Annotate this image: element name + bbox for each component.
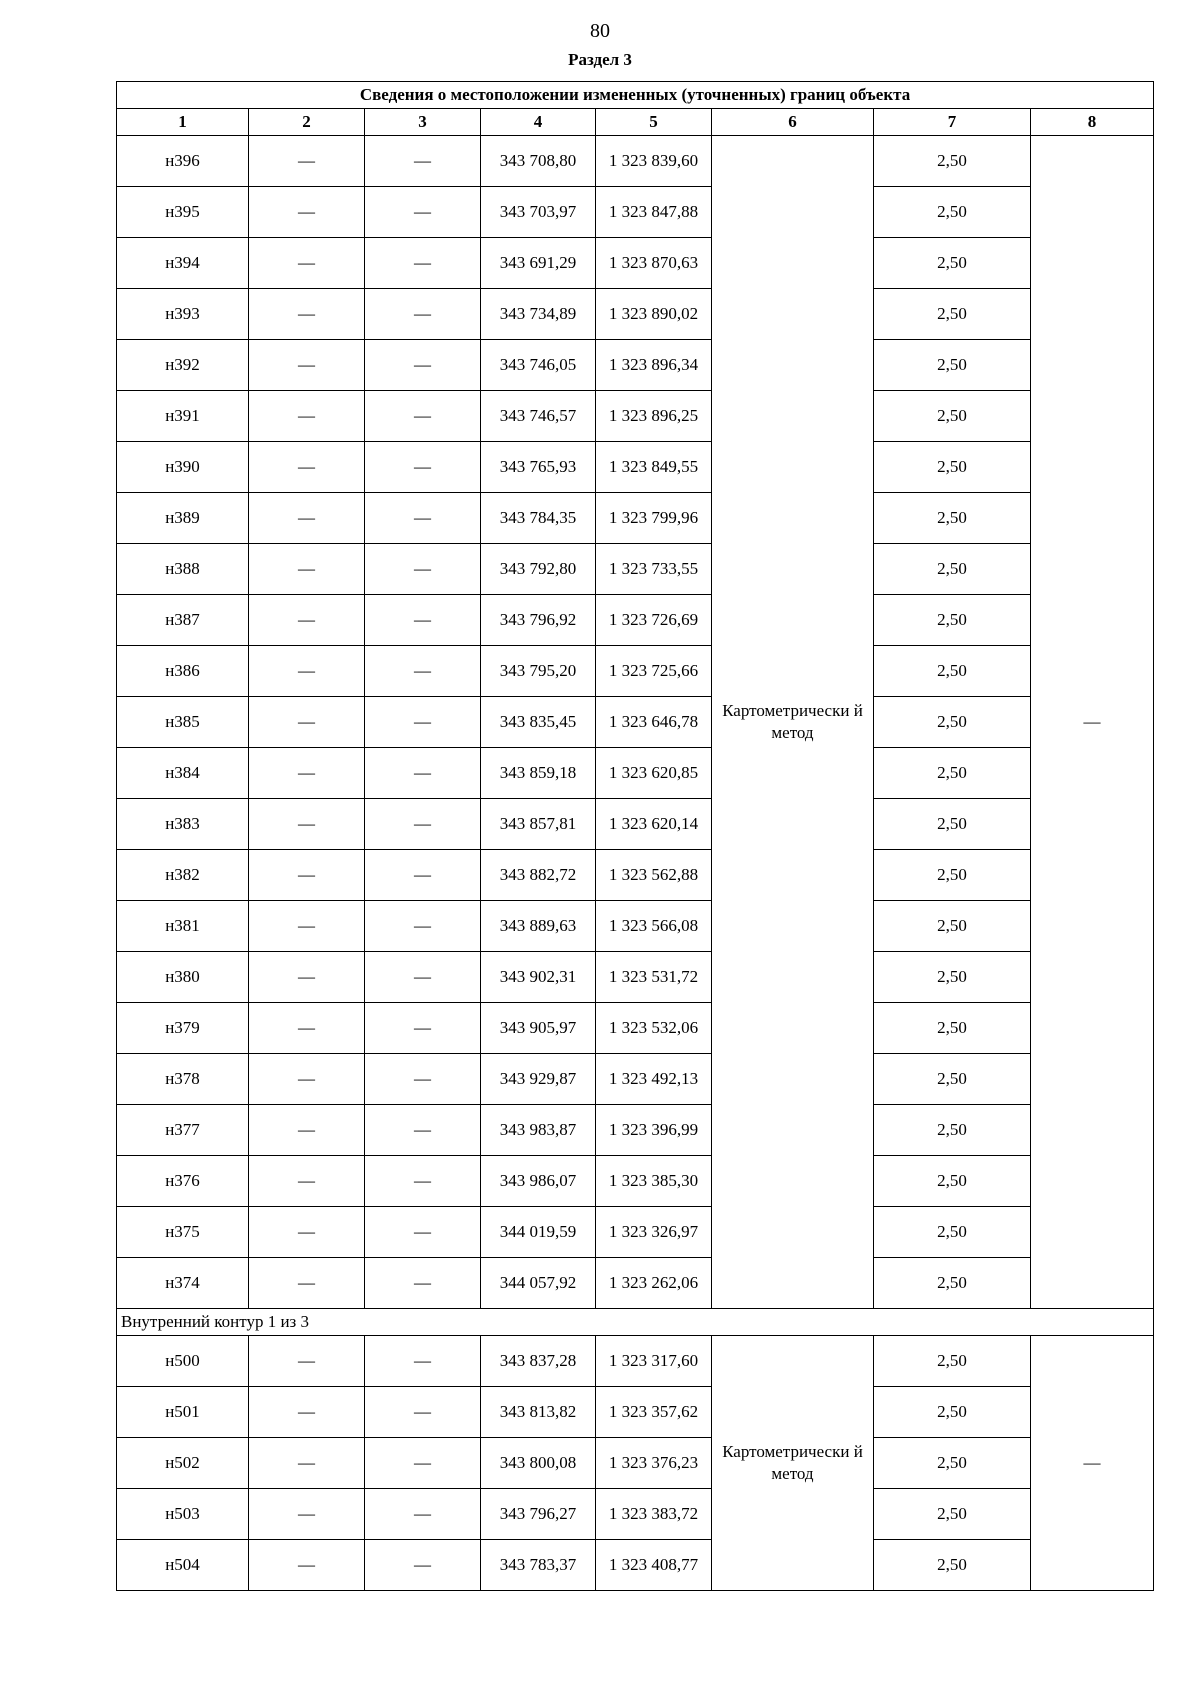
- col2-cell: —: [249, 595, 365, 646]
- column-number-header: 1: [117, 109, 249, 136]
- column-number-header: 5: [596, 109, 712, 136]
- col3-cell: —: [365, 1540, 481, 1591]
- col3-cell: —: [365, 1438, 481, 1489]
- col2-cell: —: [249, 646, 365, 697]
- x-coordinate-cell: 343 796,92: [481, 595, 596, 646]
- method-cell: Картометрически й метод: [712, 136, 874, 1309]
- x-coordinate-cell: 343 882,72: [481, 850, 596, 901]
- accuracy-cell: 2,50: [874, 697, 1031, 748]
- y-coordinate-cell: 1 323 890,02: [596, 289, 712, 340]
- point-name-cell: н384: [117, 748, 249, 799]
- x-coordinate-cell: 343 792,80: [481, 544, 596, 595]
- col3-cell: —: [365, 136, 481, 187]
- column-number-header: 8: [1031, 109, 1154, 136]
- y-coordinate-cell: 1 323 326,97: [596, 1207, 712, 1258]
- accuracy-cell: 2,50: [874, 136, 1031, 187]
- y-coordinate-cell: 1 323 492,13: [596, 1054, 712, 1105]
- table-row: [117, 1156, 1154, 1207]
- x-coordinate-cell: 343 837,28: [481, 1336, 596, 1387]
- col3-cell: —: [365, 1336, 481, 1387]
- y-coordinate-cell: 1 323 896,25: [596, 391, 712, 442]
- table-row: [117, 901, 1154, 952]
- x-coordinate-cell: 344 057,92: [481, 1258, 596, 1309]
- point-name-cell: н396: [117, 136, 249, 187]
- table-row: [117, 748, 1154, 799]
- col2-cell: —: [249, 1003, 365, 1054]
- accuracy-cell: 2,50: [874, 748, 1031, 799]
- table-row: [117, 442, 1154, 493]
- table-row: [117, 340, 1154, 391]
- coordinates-table: [116, 81, 1154, 1591]
- point-name-cell: н395: [117, 187, 249, 238]
- accuracy-cell: 2,50: [874, 391, 1031, 442]
- col2-cell: —: [249, 1258, 365, 1309]
- point-name-cell: н381: [117, 901, 249, 952]
- x-coordinate-cell: 343 703,97: [481, 187, 596, 238]
- accuracy-cell: 2,50: [874, 646, 1031, 697]
- table-row: [117, 850, 1154, 901]
- point-name-cell: н386: [117, 646, 249, 697]
- y-coordinate-cell: 1 323 733,55: [596, 544, 712, 595]
- table-row: [117, 1540, 1154, 1591]
- table-row: [117, 289, 1154, 340]
- table-row: [117, 1438, 1154, 1489]
- y-coordinate-cell: 1 323 396,99: [596, 1105, 712, 1156]
- col2-cell: —: [249, 1540, 365, 1591]
- col3-cell: —: [365, 1387, 481, 1438]
- point-name-cell: н378: [117, 1054, 249, 1105]
- y-coordinate-cell: 1 323 385,30: [596, 1156, 712, 1207]
- x-coordinate-cell: 343 813,82: [481, 1387, 596, 1438]
- x-coordinate-cell: 343 929,87: [481, 1054, 596, 1105]
- col2-cell: —: [249, 391, 365, 442]
- col2-cell: —: [249, 901, 365, 952]
- point-name-cell: н380: [117, 952, 249, 1003]
- col2-cell: —: [249, 442, 365, 493]
- accuracy-cell: 2,50: [874, 1336, 1031, 1387]
- point-name-cell: н501: [117, 1387, 249, 1438]
- y-coordinate-cell: 1 323 847,88: [596, 187, 712, 238]
- point-name-cell: н500: [117, 1336, 249, 1387]
- y-coordinate-cell: 1 323 357,62: [596, 1387, 712, 1438]
- y-coordinate-cell: 1 323 620,14: [596, 799, 712, 850]
- table-row: [117, 1105, 1154, 1156]
- col2-cell: —: [249, 136, 365, 187]
- col3-cell: —: [365, 1156, 481, 1207]
- x-coordinate-cell: 343 905,97: [481, 1003, 596, 1054]
- x-coordinate-cell: 343 889,63: [481, 901, 596, 952]
- col2-cell: —: [249, 1489, 365, 1540]
- accuracy-cell: 2,50: [874, 1003, 1031, 1054]
- y-coordinate-cell: 1 323 566,08: [596, 901, 712, 952]
- table-row: [117, 493, 1154, 544]
- table-row: [117, 187, 1154, 238]
- column-number-header: 3: [365, 109, 481, 136]
- col8-cell: —: [1031, 136, 1154, 1309]
- y-coordinate-cell: 1 323 725,66: [596, 646, 712, 697]
- col2-cell: —: [249, 748, 365, 799]
- point-name-cell: н374: [117, 1258, 249, 1309]
- col2-cell: —: [249, 1207, 365, 1258]
- x-coordinate-cell: 343 765,93: [481, 442, 596, 493]
- table-row: [117, 595, 1154, 646]
- point-name-cell: н391: [117, 391, 249, 442]
- table-row: [117, 391, 1154, 442]
- x-coordinate-cell: 343 857,81: [481, 799, 596, 850]
- col3-cell: —: [365, 544, 481, 595]
- col3-cell: —: [365, 697, 481, 748]
- col3-cell: —: [365, 901, 481, 952]
- point-name-cell: н382: [117, 850, 249, 901]
- page-number: 80: [590, 20, 610, 42]
- x-coordinate-cell: 343 796,27: [481, 1489, 596, 1540]
- accuracy-cell: 2,50: [874, 1387, 1031, 1438]
- point-name-cell: н502: [117, 1438, 249, 1489]
- col2-cell: —: [249, 1105, 365, 1156]
- point-name-cell: н388: [117, 544, 249, 595]
- accuracy-cell: 2,50: [874, 901, 1031, 952]
- accuracy-cell: 2,50: [874, 187, 1031, 238]
- point-name-cell: н393: [117, 289, 249, 340]
- column-number-header: 7: [874, 109, 1031, 136]
- contour-label: Внутренний контур 1 из 3: [117, 1309, 1154, 1336]
- method-cell: Картометрически й метод: [712, 1336, 874, 1591]
- point-name-cell: н394: [117, 238, 249, 289]
- x-coordinate-cell: 343 734,89: [481, 289, 596, 340]
- col2-cell: —: [249, 340, 365, 391]
- x-coordinate-cell: 343 708,80: [481, 136, 596, 187]
- point-name-cell: н389: [117, 493, 249, 544]
- table-row: [117, 799, 1154, 850]
- column-number-header: 2: [249, 109, 365, 136]
- accuracy-cell: 2,50: [874, 442, 1031, 493]
- col8-cell: —: [1031, 1336, 1154, 1591]
- point-name-cell: н385: [117, 697, 249, 748]
- y-coordinate-cell: 1 323 799,96: [596, 493, 712, 544]
- y-coordinate-cell: 1 323 317,60: [596, 1336, 712, 1387]
- x-coordinate-cell: 344 019,59: [481, 1207, 596, 1258]
- col3-cell: —: [365, 1258, 481, 1309]
- y-coordinate-cell: 1 323 532,06: [596, 1003, 712, 1054]
- point-name-cell: н376: [117, 1156, 249, 1207]
- col3-cell: —: [365, 1489, 481, 1540]
- col3-cell: —: [365, 187, 481, 238]
- table-row: [117, 697, 1154, 748]
- table-row: [117, 646, 1154, 697]
- accuracy-cell: 2,50: [874, 1540, 1031, 1591]
- x-coordinate-cell: 343 902,31: [481, 952, 596, 1003]
- col2-cell: —: [249, 1156, 365, 1207]
- x-coordinate-cell: 343 859,18: [481, 748, 596, 799]
- table-row: [117, 136, 1154, 187]
- col3-cell: —: [365, 952, 481, 1003]
- col2-cell: —: [249, 1438, 365, 1489]
- table-row: [117, 1207, 1154, 1258]
- x-coordinate-cell: 343 746,05: [481, 340, 596, 391]
- table-row: [117, 238, 1154, 289]
- contour-label-row: [117, 1309, 1154, 1336]
- y-coordinate-cell: 1 323 383,72: [596, 1489, 712, 1540]
- col2-cell: —: [249, 850, 365, 901]
- col3-cell: —: [365, 799, 481, 850]
- x-coordinate-cell: 343 691,29: [481, 238, 596, 289]
- accuracy-cell: 2,50: [874, 799, 1031, 850]
- accuracy-cell: 2,50: [874, 1105, 1031, 1156]
- col3-cell: —: [365, 1003, 481, 1054]
- accuracy-cell: 2,50: [874, 1156, 1031, 1207]
- y-coordinate-cell: 1 323 262,06: [596, 1258, 712, 1309]
- point-name-cell: н390: [117, 442, 249, 493]
- table-caption: Сведения о местоположении измененных (уточненных) границ объекта: [117, 82, 1154, 109]
- table-row: [117, 1387, 1154, 1438]
- accuracy-cell: 2,50: [874, 1207, 1031, 1258]
- x-coordinate-cell: 343 746,57: [481, 391, 596, 442]
- accuracy-cell: 2,50: [874, 850, 1031, 901]
- accuracy-cell: 2,50: [874, 238, 1031, 289]
- col3-cell: —: [365, 391, 481, 442]
- y-coordinate-cell: 1 323 839,60: [596, 136, 712, 187]
- col3-cell: —: [365, 289, 481, 340]
- y-coordinate-cell: 1 323 531,72: [596, 952, 712, 1003]
- accuracy-cell: 2,50: [874, 289, 1031, 340]
- y-coordinate-cell: 1 323 620,85: [596, 748, 712, 799]
- col2-cell: —: [249, 1336, 365, 1387]
- table-row: [117, 952, 1154, 1003]
- col3-cell: —: [365, 340, 481, 391]
- point-name-cell: н379: [117, 1003, 249, 1054]
- y-coordinate-cell: 1 323 870,63: [596, 238, 712, 289]
- col3-cell: —: [365, 748, 481, 799]
- col3-cell: —: [365, 238, 481, 289]
- col3-cell: —: [365, 1105, 481, 1156]
- col2-cell: —: [249, 697, 365, 748]
- x-coordinate-cell: 343 800,08: [481, 1438, 596, 1489]
- accuracy-cell: 2,50: [874, 1438, 1031, 1489]
- accuracy-cell: 2,50: [874, 340, 1031, 391]
- col2-cell: —: [249, 238, 365, 289]
- point-name-cell: н503: [117, 1489, 249, 1540]
- accuracy-cell: 2,50: [874, 595, 1031, 646]
- point-name-cell: н383: [117, 799, 249, 850]
- x-coordinate-cell: 343 795,20: [481, 646, 596, 697]
- y-coordinate-cell: 1 323 376,23: [596, 1438, 712, 1489]
- y-coordinate-cell: 1 323 896,34: [596, 340, 712, 391]
- table-row: [117, 1003, 1154, 1054]
- x-coordinate-cell: 343 986,07: [481, 1156, 596, 1207]
- col2-cell: —: [249, 187, 365, 238]
- table-row: [117, 1054, 1154, 1105]
- col3-cell: —: [365, 646, 481, 697]
- col2-cell: —: [249, 1054, 365, 1105]
- point-name-cell: н387: [117, 595, 249, 646]
- point-name-cell: н504: [117, 1540, 249, 1591]
- col3-cell: —: [365, 595, 481, 646]
- table-row: [117, 544, 1154, 595]
- point-name-cell: н377: [117, 1105, 249, 1156]
- col2-cell: —: [249, 952, 365, 1003]
- x-coordinate-cell: 343 783,37: [481, 1540, 596, 1591]
- col2-cell: —: [249, 1387, 365, 1438]
- column-number-header: 6: [712, 109, 874, 136]
- y-coordinate-cell: 1 323 726,69: [596, 595, 712, 646]
- section-title: Раздел 3: [568, 50, 632, 69]
- accuracy-cell: 2,50: [874, 1258, 1031, 1309]
- accuracy-cell: 2,50: [874, 1054, 1031, 1105]
- col3-cell: —: [365, 442, 481, 493]
- x-coordinate-cell: 343 983,87: [481, 1105, 596, 1156]
- table-row: [117, 1258, 1154, 1309]
- point-name-cell: н375: [117, 1207, 249, 1258]
- col3-cell: —: [365, 1207, 481, 1258]
- accuracy-cell: 2,50: [874, 493, 1031, 544]
- accuracy-cell: 2,50: [874, 544, 1031, 595]
- point-name-cell: н392: [117, 340, 249, 391]
- col2-cell: —: [249, 799, 365, 850]
- column-number-header: 4: [481, 109, 596, 136]
- col3-cell: —: [365, 850, 481, 901]
- col2-cell: —: [249, 289, 365, 340]
- x-coordinate-cell: 343 835,45: [481, 697, 596, 748]
- accuracy-cell: 2,50: [874, 1489, 1031, 1540]
- table-row: [117, 1489, 1154, 1540]
- x-coordinate-cell: 343 784,35: [481, 493, 596, 544]
- col3-cell: —: [365, 1054, 481, 1105]
- col2-cell: —: [249, 493, 365, 544]
- y-coordinate-cell: 1 323 849,55: [596, 442, 712, 493]
- col2-cell: —: [249, 544, 365, 595]
- y-coordinate-cell: 1 323 646,78: [596, 697, 712, 748]
- col3-cell: —: [365, 493, 481, 544]
- table-row: [117, 1336, 1154, 1387]
- y-coordinate-cell: 1 323 408,77: [596, 1540, 712, 1591]
- y-coordinate-cell: 1 323 562,88: [596, 850, 712, 901]
- accuracy-cell: 2,50: [874, 952, 1031, 1003]
